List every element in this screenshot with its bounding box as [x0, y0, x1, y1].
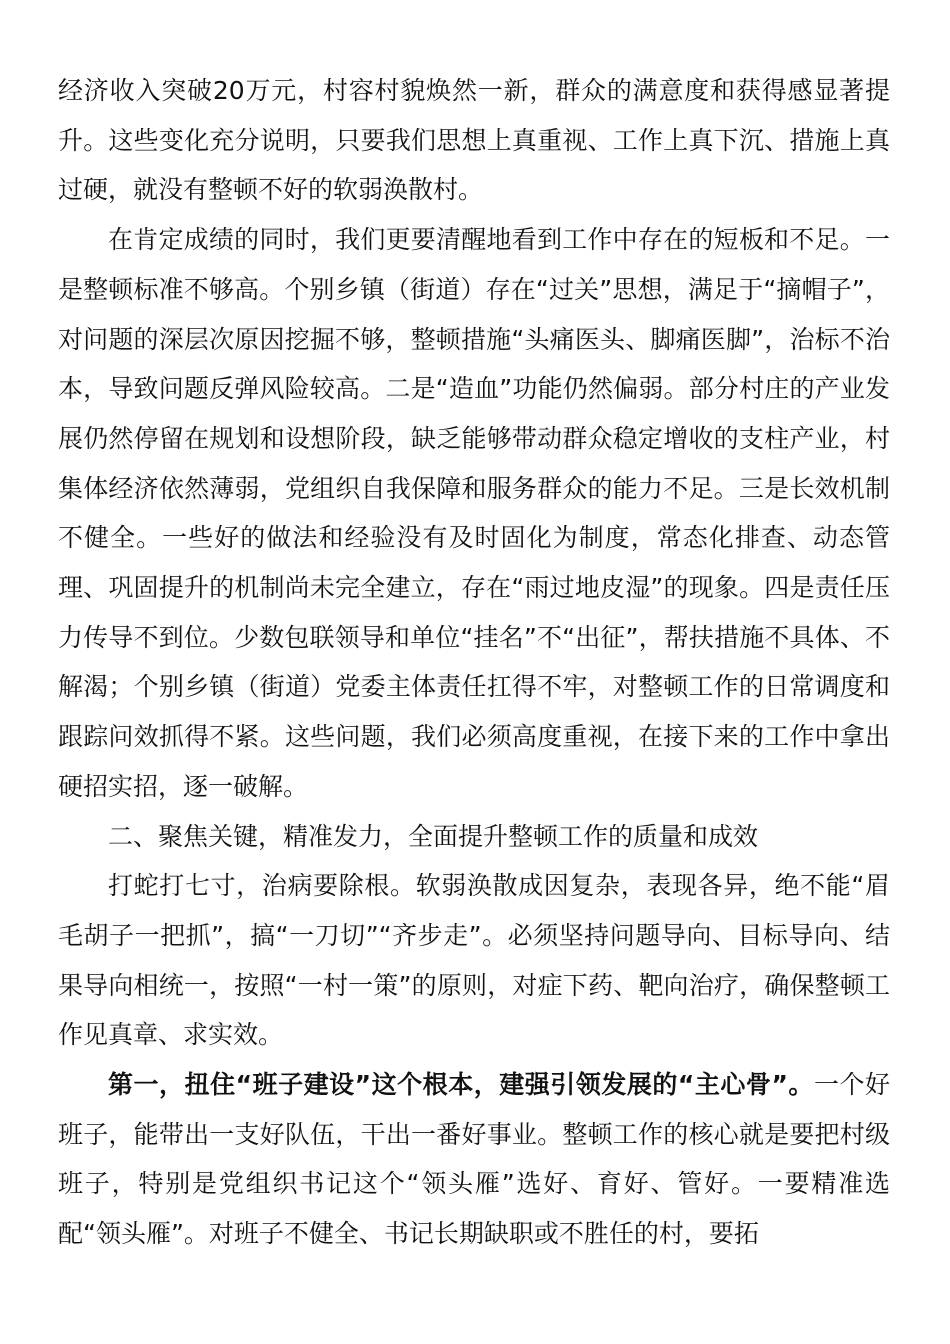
section-heading-2: 二、聚焦关键，精准发力，全面提升整顿工作的质量和成效: [108, 821, 759, 851]
paragraph-team-building: [58, 1060, 890, 1259]
paragraph-lead-bold: 第一，扭住“班子建设”这个根本，建强引领发展的“主心骨”。: [108, 1070, 814, 1100]
paragraph-approach: 打蛇打七寸，治病要除根。软弱涣散成因复杂，表现各异，绝不能“眉毛胡子一把抓”，搞“一刀切”“齐步走”。必须坚持问题导向、目标导向、结果导向相统一，按照“一村一策”的原则，对症下药、靶向治疗，确保整顿工作见真章、求实效。: [58, 871, 890, 1050]
document-page: [58, 66, 890, 1259]
paragraph-shortcomings: 在肯定成绩的同时，我们更要清醒地看到工作中存在的短板和不足。一是整顿标准不够高。个别乡镇（街道）存在“过关”思想，满足于“摘帽子”，对问题的深层次原因挖掘不够，整顿措施“头痛医头、脚痛医脚”，治标不治本，导致问题反弹风险较高。二是“造血”功能仍然偏弱。部分村庄的产业发展仍然停留在规划和设想阶段，缺乏能够带动群众稳定增收的支柱产业，村集体经济依然薄弱，党组织自我保障和服务群众的能力不足。三是长效机制不健全。一些好的做法和经验没有及时固化为制度，常态化排查、动态管理、巩固提升的机制尚未完全建立，存在“雨过地皮湿”的现象。四是责任压力传导不到位。少数包联领导和单位“挂名”不“出征”，帮扶措施不具体、不解渴；个别乡镇（街道）党委主体责任扛得不牢，对整顿工作的日常调度和跟踪问效抓得不紧。这些问题，我们必须高度重视，在接下来的工作中拿出硬招实招，逐一破解。: [58, 225, 890, 801]
paragraph-continuation: 经济收入突破20万元，村容村貌焕然一新，群众的满意度和获得感显著提升。这些变化充分说明，只要我们思想上真重视、工作上真下沉、措施上真过硬，就没有整顿不好的软弱涣散村。: [58, 76, 890, 205]
paragraph-body: 一个好班子，能带出一支好队伍，干出一番好事业。整顿工作的核心就是要把村级班子，特别是党组织书记这个“领头雁”选好、育好、管好。一要精准选配“领头雁”。对班子不健全、书记长期缺职或不胜任的村，要拓: [58, 1070, 890, 1249]
